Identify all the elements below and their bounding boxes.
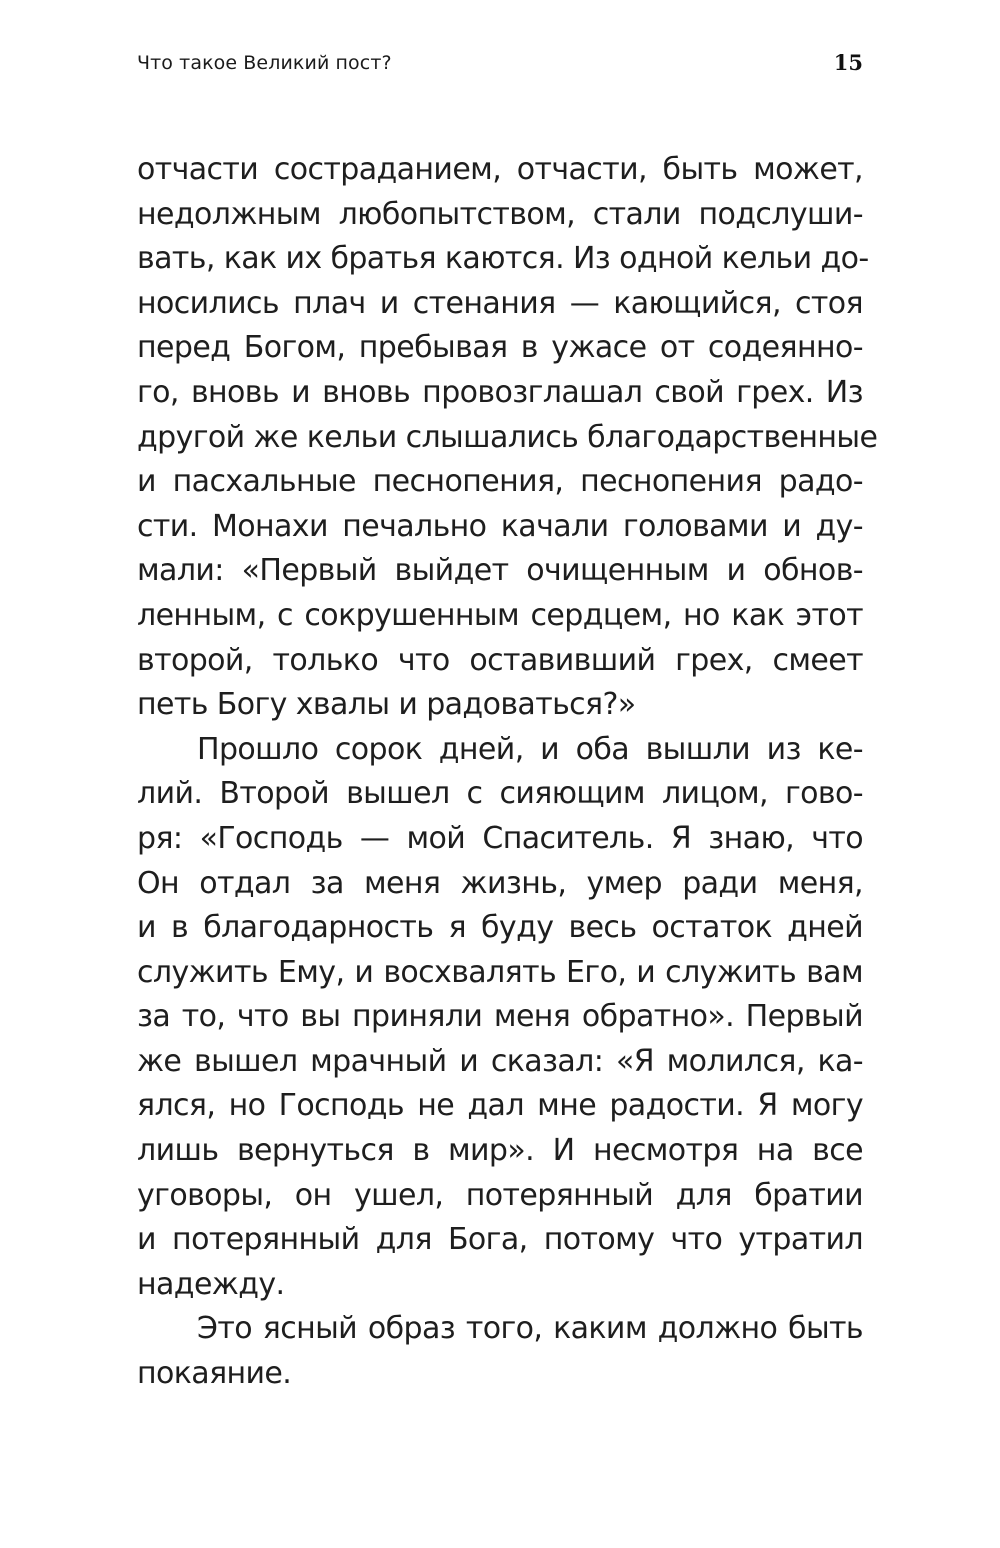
text-line: мали: «Первый выйдет очищенным и обнов- (137, 553, 863, 589)
text-line: Прошло сорок дней, и оба вышли из ке- (197, 731, 863, 767)
text-line: го, вновь и вновь провозглашал свой грех. Из (137, 374, 863, 410)
text-line: ялся, но Господь не дал мне радости. Я могу (137, 1088, 863, 1124)
text-line: ленным, с сокрушенным сердцем, но как этот (137, 597, 863, 633)
body-text (137, 148, 878, 1397)
text-line: ря: «Господь — мой Спаситель. Я знаю, что (137, 820, 863, 856)
text-line: второй, только что оставивший грех, смеет (137, 642, 863, 678)
text-line: носились плач и стенания — кающийся, стоя (137, 285, 863, 321)
text-line: недолжным любопытством, стали подслуши- (137, 196, 863, 232)
text-line: другой же кельи слышались благодарственные (137, 419, 878, 455)
text-line: Это ясный образ того, каким должно быть (197, 1311, 863, 1347)
paragraph-3 (137, 1307, 863, 1396)
text-line: перед Богом, пребывая в ужасе от содеянно- (137, 330, 863, 366)
text-line: же вышел мрачный и сказал: «Я молился, ка- (137, 1043, 863, 1079)
running-head-title: Что такое Великий пост? (137, 52, 392, 74)
paragraph-2 (137, 728, 863, 1308)
text-line: надежду. (137, 1266, 285, 1302)
text-line: покаяние. (137, 1356, 292, 1392)
paragraph-1 (137, 148, 878, 728)
text-line: вать, как их братья каются. Из одной кельи до- (137, 241, 869, 277)
text-line: уговоры, он ушел, потерянный для братии (137, 1177, 863, 1213)
text-line: петь Богу хвалы и радоваться?» (137, 687, 636, 723)
text-line: лий. Второй вышел с сияющим лицом, гово- (137, 776, 863, 812)
text-line: лишь вернуться в мир». И несмотря на все (137, 1133, 863, 1169)
text-line: сти. Монахи печально качали головами и ду- (137, 508, 863, 544)
text-line: и потерянный для Бога, потому что утратил (137, 1222, 863, 1258)
text-line: за то, что вы приняли меня обратно». Первый (137, 999, 863, 1035)
text-line: и пасхальные песнопения, песнопения радо- (137, 464, 863, 500)
text-line: служить Ему, и восхвалять Его, и служить вам (137, 954, 863, 990)
text-line: Он отдал за меня жизнь, умер ради меня, (137, 865, 863, 901)
page-number: 15 (833, 50, 863, 75)
text-line: отчасти состраданием, отчасти, быть может, (137, 152, 863, 187)
text-line: и в благодарность я буду весь остаток дней (137, 910, 863, 946)
